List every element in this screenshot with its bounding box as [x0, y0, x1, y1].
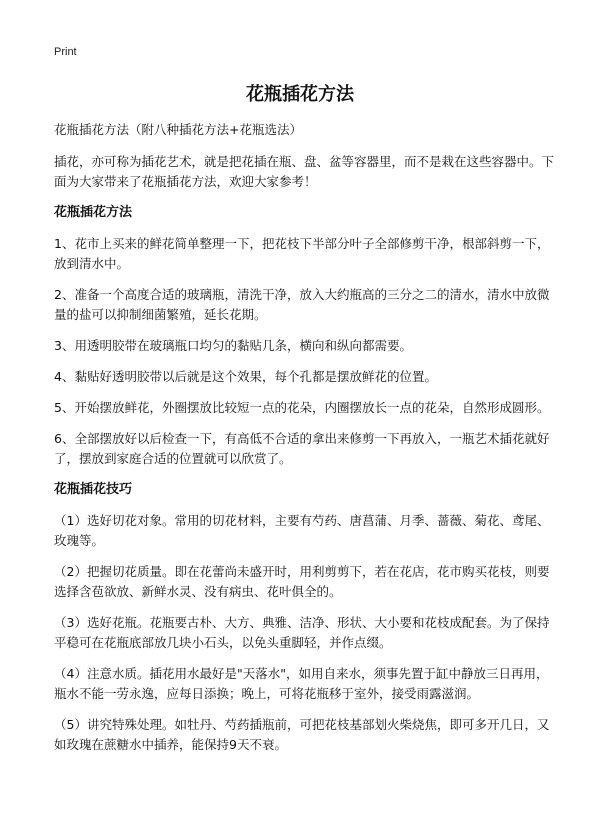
tip-item: （1）选好切花对象。常用的切花材料，主要有芍药、唐菖蒲、月季、蔷薇、菊花、鸢尾、玫瑰等。	[54, 513, 550, 548]
print-link[interactable]: Print	[54, 46, 77, 58]
section-heading-tips: 花瓶插花技巧	[54, 482, 133, 497]
page-title: 花瓶插花方法	[246, 84, 354, 105]
method-step: 2、准备一个高度合适的玻璃瓶，清洗干净，放入大约瓶高的三分之二的清水，清水中放微量的盐可以抑制细菌繁殖，延长花期。	[54, 287, 550, 322]
method-step: 6、全部摆放好以后检查一下，有高低不合适的拿出来修剪一下再放入，一瓶艺术插花就好了，摆放到家庭合适的位置就可以欣赏了。	[54, 431, 550, 466]
method-step: 3、用透明胶带在玻璃瓶口均匀的黏贴几条，横向和纵向都需要。	[54, 338, 412, 353]
tip-item: （4）注意水质。插花用水最好是"天落水"，如用自来水，须事先置于缸中静放三日再用，瓶水不能一劳永逸，应每日添换；晚上，可将花瓶移于室外，接受雨露滋润。	[54, 666, 549, 701]
tip-item: （5）讲究特殊处理。如牡丹、芍药插瓶前，可把花枝基部划火柴烧焦，即可多开几日，又如玫瑰在蔗糖水中插养，能保持9天不衰。	[54, 717, 550, 752]
tip-item: （2）把握切花质量。即在花蕾尚未盛开时，用利剪剪下，若在花店，花市购买花枝，则要选择含苞欲放、新鲜水灵、没有病虫、花叶俱全的。	[54, 564, 550, 599]
method-step: 1、花市上买来的鲜花简单整理一下，把花枝下半部分叶子全部修剪干净，根部斜剪一下，放到清水中。	[54, 236, 550, 271]
method-step: 5、开始摆放鲜花，外圈摆放比较短一点的花朵，内圈摆放长一点的花朵，自然形成圆形。	[54, 400, 550, 415]
subtitle: 花瓶插花方法（附八种插花方法+花瓶选法）	[54, 122, 302, 137]
tip-item: （3）选好花瓶。花瓶要古朴、大方、典雅、洁净、形状、大小要和花枝成配套。为了保持平稳可在花瓶底部放几块小石头，以免头重脚轻，并作点缀。	[54, 615, 550, 650]
section-heading-methods: 花瓶插花方法	[54, 205, 133, 220]
article-body	[54, 120, 554, 766]
method-step: 4、黏贴好透明胶带以后就是这个效果，每个孔都是摆放鲜花的位置。	[54, 369, 437, 384]
intro-paragraph: 插花，亦可称为插花艺术，就是把花插在瓶、盘、盆等容器里，而不是栽在这些容器中。下面为大家带来了花瓶插花方法，欢迎大家参考！	[54, 154, 555, 189]
